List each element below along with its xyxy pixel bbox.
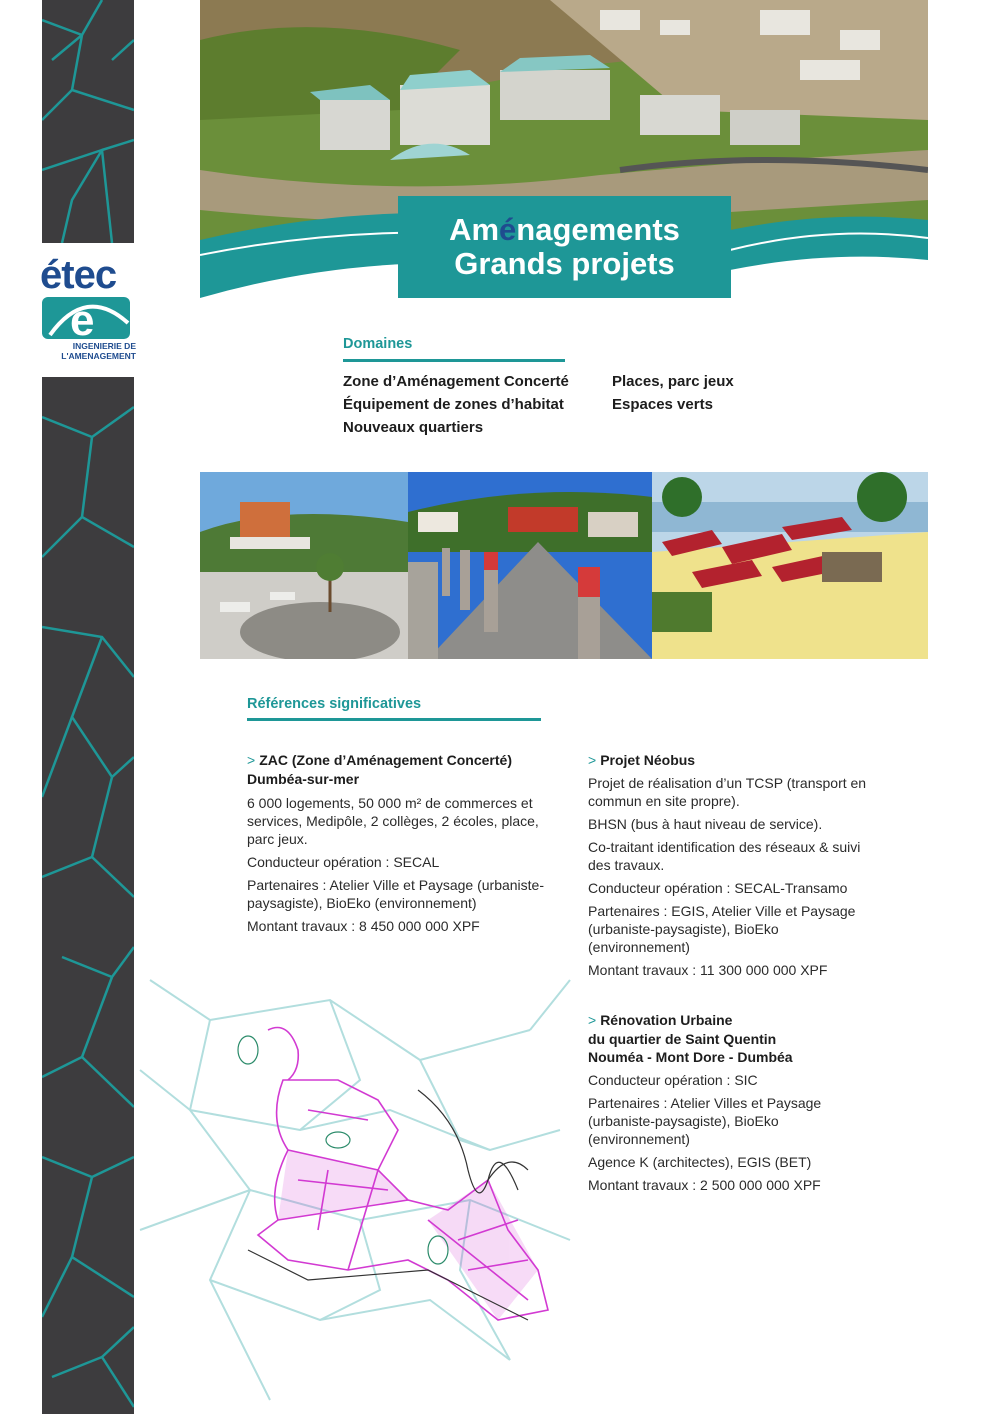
reference-paragraph: 6 000 logements, 50 000 m² de commerces et services, Medipôle, 2 collèges, 2 écoles, place, parc jeux. (247, 795, 539, 847)
reference-title: > Rénovation Urbaine (588, 1012, 733, 1028)
reference-paragraph: Projet de réalisation d’un TCSP (transport en commun en site propre). (588, 774, 867, 809)
left-band-bottom (42, 377, 134, 1414)
reference-paragraph: Co-traitant identification des réseaux & suivi des travaux. (588, 838, 861, 873)
reference-paragraph: Partenaires : Atelier Villes et Paysage (urbaniste-paysagiste), BioEko (environnement) (588, 1094, 822, 1147)
reference-subtitle: Nouméa - Mont Dore - Dumbéa (588, 1049, 793, 1065)
page-title-line-2: Grands projets (454, 246, 675, 281)
reference-paragraph: Partenaires : EGIS, Atelier Ville et Paysage (urbaniste-paysagiste), BioEko (environnement) (588, 902, 856, 955)
reference-paragraph: Montant travaux : 11 300 000 000 XPF (588, 961, 828, 978)
etec-logo (40, 255, 136, 365)
domains-column-1 (343, 370, 569, 439)
reference-title: > Projet Néobus (588, 752, 696, 768)
photo-public-square (200, 472, 408, 659)
references-heading: Références significatives (247, 696, 422, 712)
reference-zac (247, 751, 547, 935)
photo-street-bollards (408, 472, 652, 659)
reference-paragraph: BHSN (bus à haut niveau de service). (588, 815, 823, 832)
logo-tagline-1: INGENIERIE DE (72, 341, 136, 351)
page-title-line-1: Aménagements (449, 212, 680, 247)
domain-item: Places, parc jeux (612, 373, 734, 390)
page-title-box (398, 196, 731, 298)
reference-paragraph: Conducteur opération : SIC (588, 1071, 758, 1088)
domains-heading: Domaines (343, 336, 413, 352)
logo-tagline-2: L'AMENAGEMENT (61, 351, 136, 361)
domain-item: Nouveaux quartiers (343, 419, 484, 436)
logo-wordmark: étec (40, 253, 117, 297)
photo-market-rendering (652, 472, 928, 659)
reference-paragraph: Agence K (architectes), EGIS (BET) (588, 1153, 812, 1170)
urban-plan-map (228, 1020, 563, 1345)
domain-item: Équipement de zones d’habitat (343, 396, 564, 413)
reference-neobus (588, 751, 868, 979)
domains-column-2 (612, 370, 734, 416)
reference-paragraph: Montant travaux : 8 450 000 000 XPF (247, 918, 480, 934)
reference-paragraph: Montant travaux : 2 500 000 000 XPF (588, 1176, 821, 1193)
domain-item: Zone d’Aménagement Concerté (343, 373, 569, 390)
domain-item: Espaces verts (612, 396, 713, 413)
reference-saint-quentin (588, 1011, 868, 1194)
logo-emblem (40, 295, 132, 341)
reference-paragraph: Conducteur opération : SECAL (247, 854, 440, 870)
reference-paragraph: Partenaires : Atelier Ville et Paysage (urbaniste-paysagiste), BioEko (environnement) (247, 877, 545, 911)
domains-heading-underline (343, 359, 565, 362)
svg-text:e: e (70, 296, 95, 341)
reference-title: > ZAC (Zone d’Aménagement Concerté) (247, 752, 512, 768)
reference-subtitle: du quartier de Saint Quentin (588, 1030, 777, 1047)
reference-paragraph: Conducteur opération : SECAL-Transamo (588, 879, 848, 896)
left-band-top (42, 0, 134, 243)
references-heading-underline (247, 718, 541, 721)
reference-subtitle: Dumbéa-sur-mer (247, 770, 360, 787)
